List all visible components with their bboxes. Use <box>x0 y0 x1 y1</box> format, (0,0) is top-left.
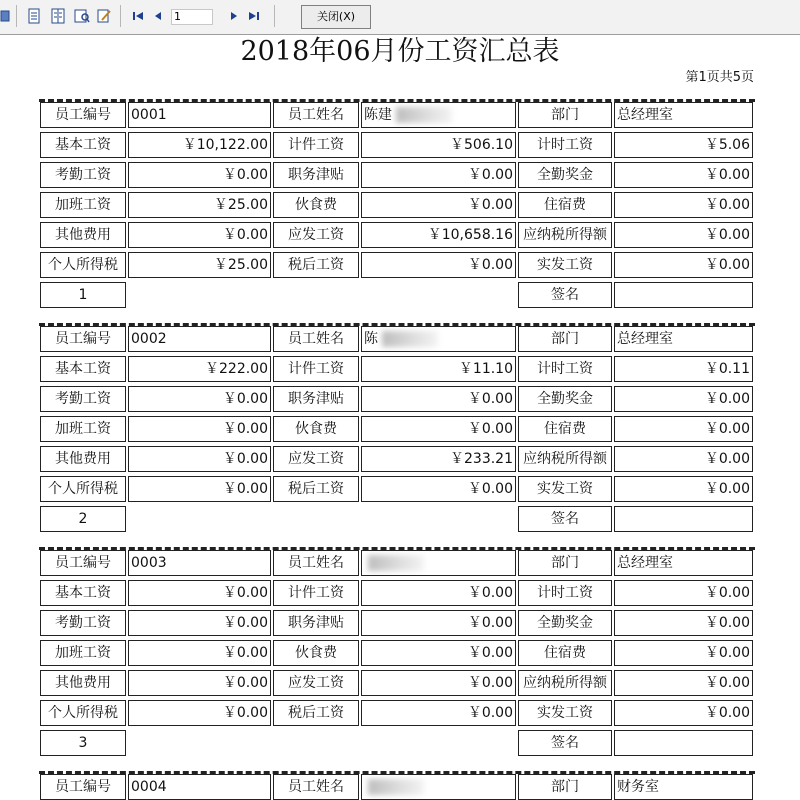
field-label: 部门 <box>518 550 612 576</box>
employee-name-value <box>361 326 516 352</box>
prev-page-icon[interactable] <box>150 8 166 24</box>
piece-pay-value: ￥0.00 <box>361 580 516 606</box>
signature-field[interactable] <box>614 506 753 532</box>
field-label: 计件工资 <box>273 580 359 606</box>
base-pay-value: ￥0.00 <box>128 580 271 606</box>
page-number-input[interactable] <box>171 9 213 25</box>
net-pay-value: ￥0.00 <box>614 476 753 502</box>
field-label: 应纳税所得额 <box>518 446 612 472</box>
next-page-icon[interactable] <box>226 8 242 24</box>
dept-value: 总经理室 <box>614 326 753 352</box>
last-page-icon[interactable] <box>246 8 262 24</box>
attendance-pay-value: ￥0.00 <box>128 162 271 188</box>
field-label: 其他费用 <box>40 446 126 472</box>
emp-no-value: 0002 <box>128 326 271 352</box>
housing-fee-value: ￥0.00 <box>614 192 753 218</box>
field-label: 考勤工资 <box>40 386 126 412</box>
base-pay-value: ￥10,122.00 <box>128 132 271 158</box>
piece-pay-value: ￥506.10 <box>361 132 516 158</box>
field-label: 考勤工资 <box>40 610 126 636</box>
employee-name-text: 陈 <box>364 331 378 347</box>
print-icon[interactable] <box>0 8 10 24</box>
redacted-name-blur <box>396 107 452 123</box>
field-label: 部门 <box>518 774 612 800</box>
field-label: 伙食费 <box>273 192 359 218</box>
field-label: 计时工资 <box>518 356 612 382</box>
field-label: 个人所得税 <box>40 252 126 278</box>
field-label: 税后工资 <box>273 700 359 726</box>
field-label: 基本工资 <box>40 132 126 158</box>
field-label: 员工编号 <box>40 774 126 800</box>
full-attendance-bonus-value: ￥0.00 <box>614 162 753 188</box>
field-label: 全勤奖金 <box>518 162 612 188</box>
income-tax-value: ￥0.00 <box>128 476 271 502</box>
net-pay-value: ￥0.00 <box>614 252 753 278</box>
emp-no-value: 0003 <box>128 550 271 576</box>
field-label: 个人所得税 <box>40 700 126 726</box>
housing-fee-value: ￥0.00 <box>614 640 753 666</box>
field-label: 全勤奖金 <box>518 386 612 412</box>
attendance-pay-value: ￥0.00 <box>128 386 271 412</box>
meal-fee-value: ￥0.00 <box>361 640 516 666</box>
field-label: 实发工资 <box>518 476 612 502</box>
signature-field[interactable] <box>614 282 753 308</box>
income-tax-value: ￥0.00 <box>128 700 271 726</box>
field-label: 应纳税所得额 <box>518 670 612 696</box>
field-label: 税后工资 <box>273 476 359 502</box>
emp-no-value: 0001 <box>128 102 271 128</box>
full-attendance-bonus-value: ￥0.00 <box>614 386 753 412</box>
multi-page-icon[interactable] <box>50 8 66 24</box>
full-attendance-bonus-value: ￥0.00 <box>614 610 753 636</box>
signature-field[interactable] <box>614 730 753 756</box>
hourly-pay-value: ￥5.06 <box>614 132 753 158</box>
field-label: 其他费用 <box>40 670 126 696</box>
field-label: 计时工资 <box>518 132 612 158</box>
field-label: 基本工资 <box>40 580 126 606</box>
overtime-pay-value: ￥0.00 <box>128 416 271 442</box>
record-index: 1 <box>40 282 126 308</box>
employee-name-value <box>361 550 516 576</box>
field-label: 其他费用 <box>40 222 126 248</box>
page-indicator: 第1页共5页 <box>685 70 754 85</box>
field-label: 住宿费 <box>518 416 612 442</box>
taxable-income-value: ￥0.00 <box>614 670 753 696</box>
field-label: 部门 <box>518 326 612 352</box>
report-title: 2018年06月份工资汇总表 <box>240 36 560 67</box>
dept-value: 财务室 <box>614 774 753 800</box>
attendance-pay-value: ￥0.00 <box>128 610 271 636</box>
single-page-icon[interactable] <box>26 8 42 24</box>
housing-fee-value: ￥0.00 <box>614 416 753 442</box>
redacted-name-blur <box>368 779 424 795</box>
field-label: 员工编号 <box>40 102 126 128</box>
field-label: 税后工资 <box>273 252 359 278</box>
field-label: 伙食费 <box>273 416 359 442</box>
field-label: 员工编号 <box>40 550 126 576</box>
field-label: 员工编号 <box>40 326 126 352</box>
employee-name-value <box>361 774 516 800</box>
field-label: 签名 <box>518 282 612 308</box>
overtime-pay-value: ￥25.00 <box>128 192 271 218</box>
after-tax-pay-value: ￥0.00 <box>361 252 516 278</box>
meal-fee-value: ￥0.00 <box>361 416 516 442</box>
toolbar-separator <box>16 5 17 27</box>
field-label: 职务津贴 <box>273 610 359 636</box>
overtime-pay-value: ￥0.00 <box>128 640 271 666</box>
field-label: 应发工资 <box>273 670 359 696</box>
field-label: 个人所得税 <box>40 476 126 502</box>
hourly-pay-value: ￥0.11 <box>614 356 753 382</box>
taxable-income-value: ￥0.00 <box>614 222 753 248</box>
field-label: 计件工资 <box>273 132 359 158</box>
field-label: 签名 <box>518 506 612 532</box>
field-label: 员工姓名 <box>273 326 359 352</box>
after-tax-pay-value: ￥0.00 <box>361 476 516 502</box>
hourly-pay-value: ￥0.00 <box>614 580 753 606</box>
field-label: 加班工资 <box>40 416 126 442</box>
taxable-income-value: ￥0.00 <box>614 446 753 472</box>
field-label: 职务津贴 <box>273 386 359 412</box>
other-fees-value: ￥0.00 <box>128 446 271 472</box>
redacted-name-blur <box>382 331 438 347</box>
employee-name-text: 陈建 <box>364 107 392 123</box>
first-page-icon[interactable] <box>130 8 146 24</box>
piece-pay-value: ￥11.10 <box>361 356 516 382</box>
field-label: 伙食费 <box>273 640 359 666</box>
edit-icon[interactable] <box>96 8 112 24</box>
field-label: 基本工资 <box>40 356 126 382</box>
record-index: 2 <box>40 506 126 532</box>
toolbar-separator <box>120 5 121 27</box>
field-label: 实发工资 <box>518 700 612 726</box>
field-label: 应发工资 <box>273 222 359 248</box>
field-label: 应纳税所得额 <box>518 222 612 248</box>
base-pay-value: ￥222.00 <box>128 356 271 382</box>
net-pay-value: ￥0.00 <box>614 700 753 726</box>
field-label: 住宿费 <box>518 640 612 666</box>
field-label: 计件工资 <box>273 356 359 382</box>
field-label: 加班工资 <box>40 640 126 666</box>
gross-pay-value: ￥10,658.16 <box>361 222 516 248</box>
meal-fee-value: ￥0.00 <box>361 192 516 218</box>
field-label: 应发工资 <box>273 446 359 472</box>
after-tax-pay-value: ￥0.00 <box>361 700 516 726</box>
dept-value: 总经理室 <box>614 550 753 576</box>
close-button[interactable]: 关闭(X) <box>301 5 371 29</box>
field-label: 考勤工资 <box>40 162 126 188</box>
position-allowance-value: ￥0.00 <box>361 162 516 188</box>
position-allowance-value: ￥0.00 <box>361 610 516 636</box>
field-label: 部门 <box>518 102 612 128</box>
field-label: 全勤奖金 <box>518 610 612 636</box>
toolbar-separator <box>274 5 275 27</box>
report-toolbar <box>0 0 800 35</box>
field-label: 签名 <box>518 730 612 756</box>
field-label: 计时工资 <box>518 580 612 606</box>
income-tax-value: ￥25.00 <box>128 252 271 278</box>
emp-no-value: 0004 <box>128 774 271 800</box>
record-index: 3 <box>40 730 126 756</box>
employee-name-value <box>361 102 516 128</box>
redacted-name-blur <box>368 555 424 571</box>
gross-pay-value: ￥0.00 <box>361 670 516 696</box>
field-label: 住宿费 <box>518 192 612 218</box>
field-label: 加班工资 <box>40 192 126 218</box>
field-label: 员工姓名 <box>273 550 359 576</box>
field-label: 员工姓名 <box>273 774 359 800</box>
gross-pay-value: ￥233.21 <box>361 446 516 472</box>
other-fees-value: ￥0.00 <box>128 222 271 248</box>
other-fees-value: ￥0.00 <box>128 670 271 696</box>
field-label: 员工姓名 <box>273 102 359 128</box>
field-label: 实发工资 <box>518 252 612 278</box>
position-allowance-value: ￥0.00 <box>361 386 516 412</box>
field-label: 职务津贴 <box>273 162 359 188</box>
find-icon[interactable] <box>74 8 90 24</box>
dept-value: 总经理室 <box>614 102 753 128</box>
